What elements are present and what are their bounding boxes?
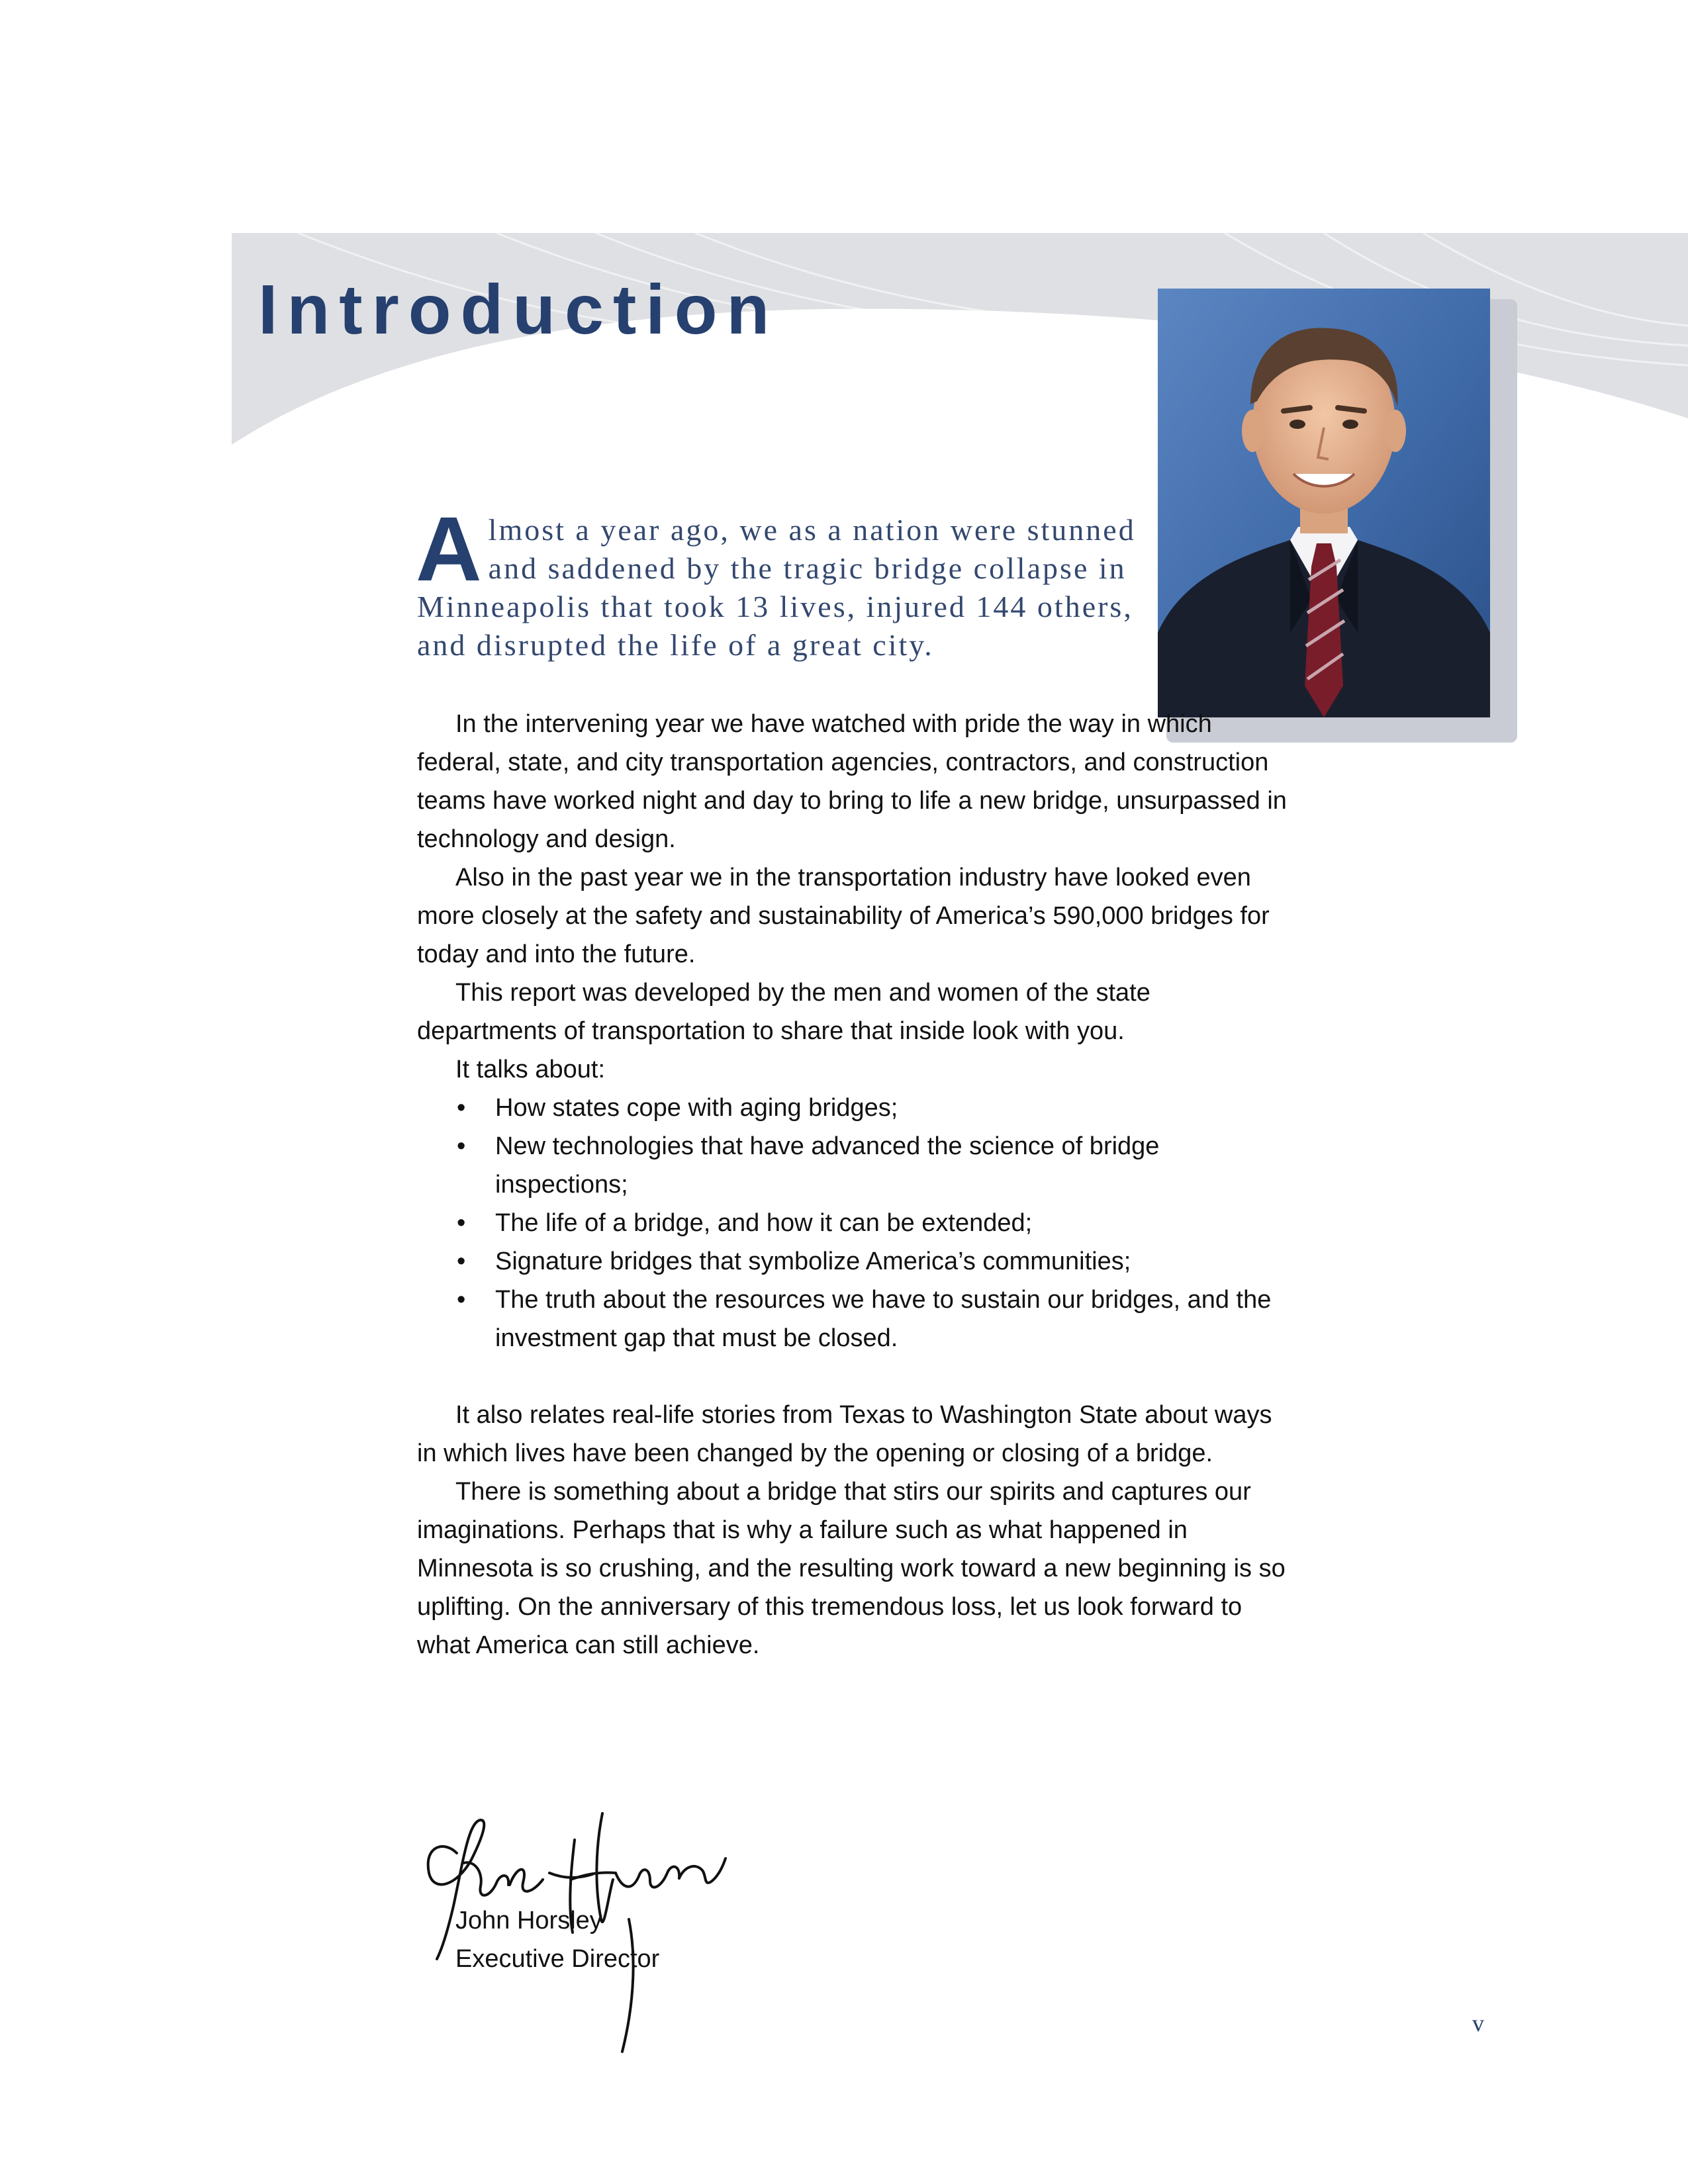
drop-cap: A — [416, 498, 482, 600]
list-item: • Signature bridges that symbolize America’s communities; — [495, 1242, 1291, 1281]
list-item: • The life of a bridge, and how it can be extended; — [495, 1204, 1291, 1242]
list-item: • The truth about the resources we have to sustain our bridges, and the investment gap that must be closed. — [495, 1281, 1291, 1357]
body-text — [417, 705, 1291, 1664]
paragraph: It also relates real-life stories from Texas to Washington State about ways in which lives have been changed by the opening or closing of a bridge. — [417, 1401, 1272, 1467]
topic-list — [417, 1089, 1291, 1357]
paragraph: There is something about a bridge that stirs our spirits and captures our imaginations. Perhaps that is why a failure such as what happened in Minnesota is so crushing, and the resulting work toward a new beginning is so uplifting. On the anniversary of this tremendous loss, let us look forward to what America can still achieve. — [417, 1478, 1286, 1659]
lead-text: lmost a year ago, we as a nation were stunned and saddened by the tragic bridge collapse in Minneapolis that took 13 lives, injured 144 others, and disrupted the life of a great city. — [417, 513, 1136, 662]
list-item: • How states cope with aging bridges; — [495, 1089, 1291, 1127]
spacer — [417, 1357, 1291, 1396]
page-title: Introduction — [258, 271, 779, 349]
lead-paragraph — [416, 498, 1145, 664]
list-item: • New technologies that have advanced the science of bridge inspections; — [495, 1127, 1291, 1204]
signer-title: Executive Director — [455, 1945, 660, 1973]
signer-name: John Horsley — [455, 1907, 602, 1934]
paragraph: Also in the past year we in the transportation industry have looked even more closely at the safety and sustainability of America’s 590,000 bridges for today and into the future. — [417, 864, 1270, 968]
paragraph: This report was developed by the men and women of the state departments of transportation to share that inside look with you. — [417, 979, 1150, 1045]
portrait-photo — [1158, 289, 1490, 717]
paragraph: It talks about: — [455, 1056, 606, 1083]
page-number: v — [1472, 2010, 1484, 2036]
paragraph: In the intervening year we have watched with pride the way in which federal, state, and city transportation agencies, contractors, and construction teams have worked night and day to bring to life a new bridge, unsurpassed in technology and design. — [417, 710, 1287, 853]
